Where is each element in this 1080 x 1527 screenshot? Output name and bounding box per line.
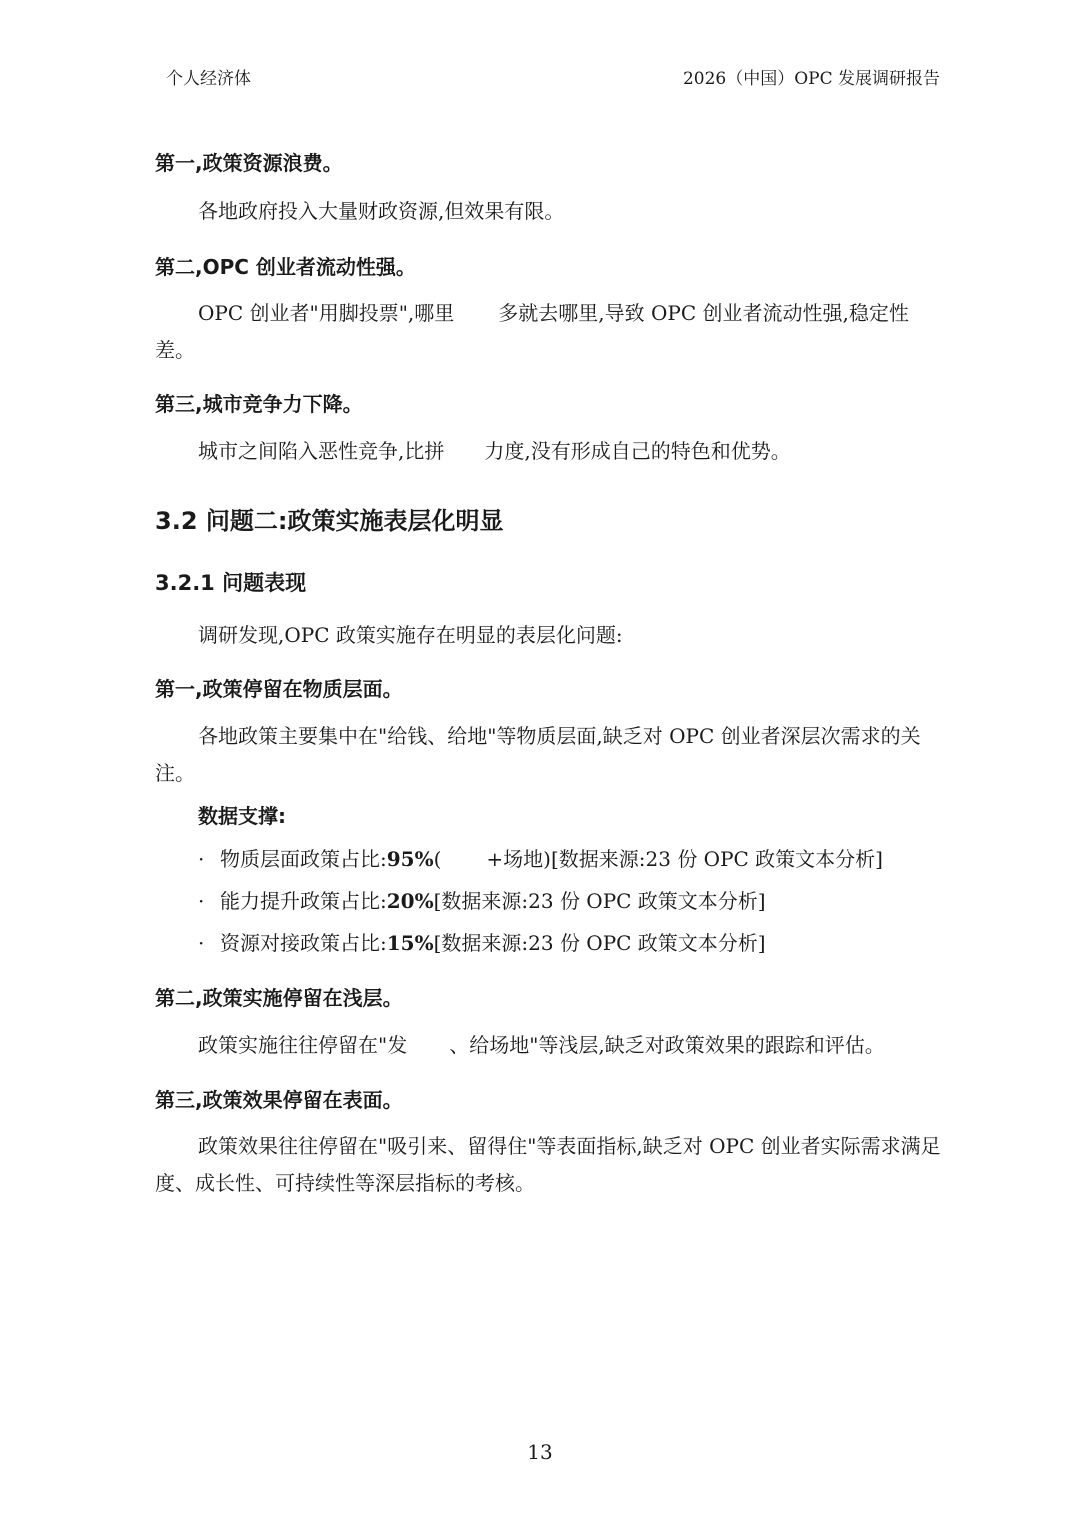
paragraph-mobility-part2: 多就去哪里,导致 OPC 创业者流动性强,稳定性 <box>498 301 909 325</box>
bullet-source: [数据来源:23 份 OPC 政策文本分析] <box>433 931 766 955</box>
heading-first-material: 第一,政策停留在物质层面。 <box>155 677 403 701</box>
paragraph-mobility-part1: OPC 创业者"用脚投票",哪里 <box>198 301 455 325</box>
heading-third-competition: 第三,城市竞争力下降。 <box>155 392 363 416</box>
bullet-dot: · <box>198 847 205 871</box>
paragraph-shallow-part1: 政策实施往往停留在"发 <box>198 1033 408 1057</box>
bullet-ability-ratio <box>198 886 766 916</box>
bullet-source: +场地)[数据来源:23 份 OPC 政策文本分析] <box>486 847 883 871</box>
heading-second-mobility: 第二,OPC 创业者流动性强。 <box>155 255 416 279</box>
paragraph-intro: 调研发现,OPC 政策实施存在明显的表层化问题: <box>198 623 623 647</box>
data-support-label: 数据支撑: <box>198 804 286 828</box>
header-left: 个人经济体 <box>166 69 251 89</box>
bullet-resource-ratio <box>198 928 766 958</box>
paragraph-surface: 政策效果往往停留在"吸引来、留得住"等表面指标,缺乏对 OPC 创业者实际需求满足度、成长性、可持续性等深层指标的考核。 <box>155 1134 941 1195</box>
bullet-label: 能力提升政策占比: <box>220 889 387 913</box>
bullet-value: 95% <box>386 847 434 871</box>
bullet-material-ratio <box>198 844 883 874</box>
bullet-value: 15% <box>386 931 434 955</box>
paragraph-competition-part2: 力度,没有形成自己的特色和优势。 <box>484 439 791 463</box>
page-number: 13 <box>527 1440 553 1464</box>
paragraph-waste: 各地政府投入大量财政资源,但效果有限。 <box>198 199 565 223</box>
bullet-paren: ( <box>433 847 442 871</box>
bullet-dot: · <box>198 889 205 913</box>
paragraph-material: 各地政策主要集中在"给钱、给地"等物质层面,缺乏对 OPC 创业者深层次需求的关注。 <box>155 724 921 785</box>
bullet-label: 资源对接政策占比: <box>220 931 387 955</box>
paragraph-shallow-part2: 、给场地"等浅层,缺乏对政策效果的跟踪和评估。 <box>449 1033 885 1057</box>
paragraph-mobility-line1 <box>198 298 909 328</box>
paragraph-competition-part1: 城市之间陷入恶性竞争,比拼 <box>198 439 445 463</box>
subsection-title: 3.2.1 问题表现 <box>155 571 307 595</box>
heading-first-waste: 第一,政策资源浪费。 <box>155 151 343 175</box>
bullet-source: [数据来源:23 份 OPC 政策文本分析] <box>433 889 766 913</box>
bullet-label: 物质层面政策占比: <box>220 847 387 871</box>
heading-third-surface: 第三,政策效果停留在表面。 <box>155 1088 403 1112</box>
paragraph-mobility-line2: 差。 <box>155 338 195 362</box>
bullet-value: 20% <box>386 889 434 913</box>
heading-second-shallow: 第二,政策实施停留在浅层。 <box>155 986 403 1010</box>
paragraph-shallow <box>198 1030 885 1060</box>
section-title: 3.2 问题二:政策实施表层化明显 <box>155 507 504 535</box>
paragraph-competition <box>198 436 791 466</box>
bullet-dot: · <box>198 931 205 955</box>
header-right: 2026（中国）OPC 发展调研报告 <box>682 69 940 89</box>
